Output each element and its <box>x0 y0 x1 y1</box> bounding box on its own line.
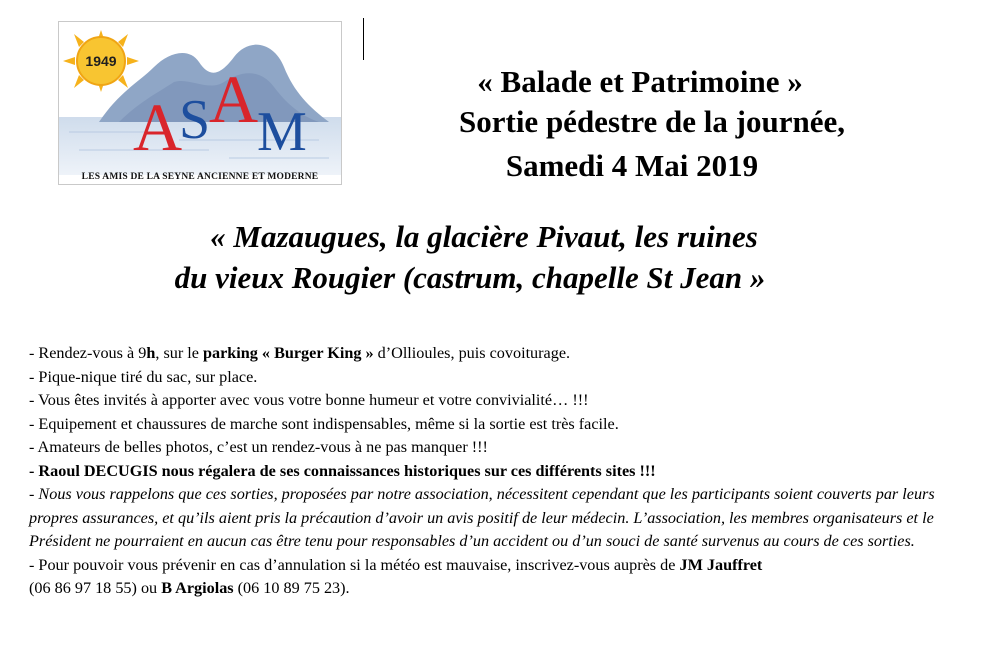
header-subtitle: Sortie pédestre de la journée, <box>459 104 845 139</box>
info-list <box>29 342 979 601</box>
info-item-meeting <box>29 342 979 366</box>
info-item-photos: - Amateurs de belles photos, c’est un rendez-vous à ne pas manquer !!! <box>29 438 488 456</box>
meeting-hour-unit: h <box>146 344 156 362</box>
meeting-place: parking « Burger King » <box>203 344 374 362</box>
info-item-insurance: - Nous vous rappelons que ces sorties, proposées par notre association, nécessitent cependant que les participants soient couverts par leurs propres assurances, et qu’ils aient pris la précaution d’avoir un avis positif de leur médecin. L’association, les membres organisateurs et le Président ne pourraient en aucun cas être tenu pour responsables d’un accident ou d’un souci de santé survenus au cours de ces sorties. <box>29 485 935 550</box>
logo-letter-a1: A <box>133 89 183 165</box>
logo-letter-s: S <box>179 89 211 151</box>
contact-phone-2: (06 10 89 75 23). <box>233 579 350 597</box>
divider-line <box>363 18 364 60</box>
meeting-text: - Rendez-vous à 9 <box>29 344 147 362</box>
meeting-text-2: , sur le <box>155 344 203 362</box>
contact-name-1: JM Jauffret <box>679 555 763 574</box>
contact-name-2: B Argiolas <box>161 579 234 597</box>
logo-year: 1949 <box>85 53 117 69</box>
info-item-registration <box>29 554 979 601</box>
registration-or: ou <box>136 579 162 597</box>
info-item-equipment: - Equipement et chaussures de marche sont indispensables, même si la sortie est très facile. <box>29 414 619 433</box>
header-date: Samedi 4 Mai 2019 <box>505 148 759 183</box>
event-title-line2: du vieux Rougier (castrum, chapelle St Jean » <box>174 260 766 295</box>
logo-graphic <box>59 22 342 185</box>
meeting-text-3: d’Ollioules, puis covoiturage. <box>373 344 571 362</box>
info-item-picnic: - Pique-nique tiré du sac, sur place. <box>29 367 258 386</box>
registration-text: - Pour pouvoir vous prévenir en cas d’annulation si la météo est mauvaise, inscrivez-vous auprès de <box>29 555 680 574</box>
logo-tagline: LES AMIS DE LA SEYNE ANCIENNE ET MODERNE <box>81 172 319 182</box>
asam-logo <box>58 21 342 185</box>
contact-phone-1: (06 86 97 18 55) <box>29 579 137 597</box>
event-title-line1: « Mazaugues, la glacière Pivaut, les ruines <box>210 219 758 254</box>
info-item-guide: - Raoul DECUGIS nous régalera de ses connaissances historiques sur ces différents sites !!! <box>29 461 656 480</box>
header-title: « Balade et Patrimoine » <box>477 64 803 99</box>
info-item-mood: - Vous êtes invités à apporter avec vous votre bonne humeur et votre convivialité… !!! <box>29 391 589 409</box>
logo-letter-a2: A <box>209 61 259 137</box>
logo-letter-m: M <box>257 101 307 163</box>
